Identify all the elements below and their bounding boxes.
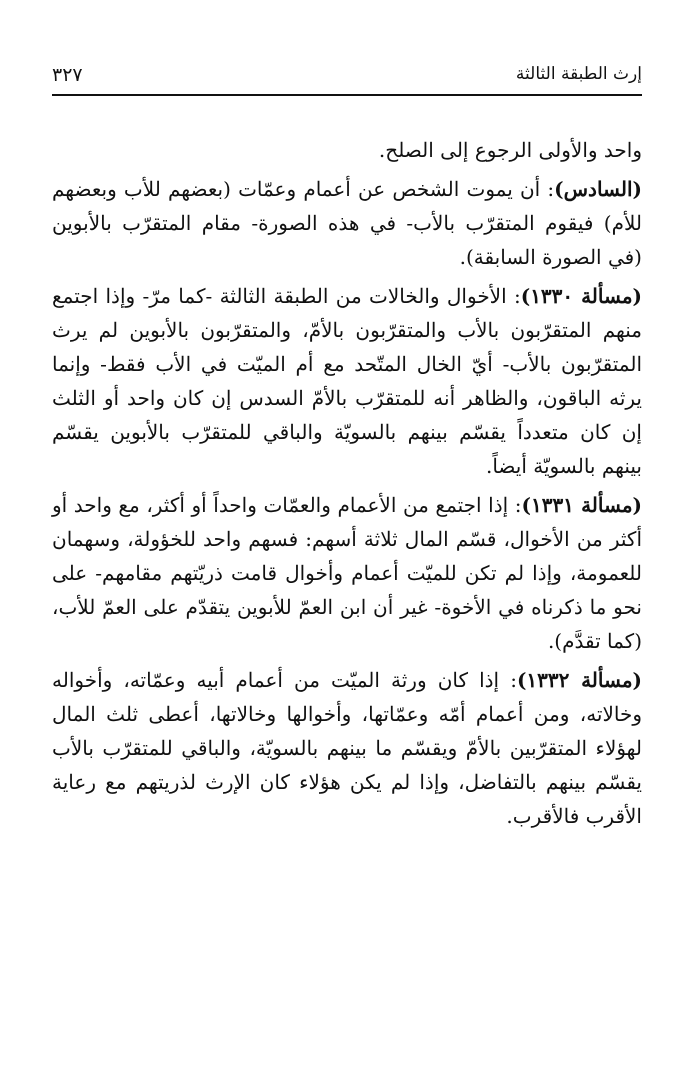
issue-label: (مسألة ١٣٣١) — [521, 493, 643, 517]
paragraph-text: : إذا اجتمع من الأعمام والعمّات واحداً أو أكثر، مع واحد أو أكثر من الأخوال، قسّم المال ثلاثة أسهم: فسهم واحد للخؤولة، وسهمان للعمومة، وإذا لم تكن للميّت أعمام وأخوال قامت ذريّتهم مقامهم- على نحو ما ذكرناه في الأخوة- غير أن ابن العمّ للأبوين يتقدّم على العمّ للأب، (كما تقدَّم). — [52, 493, 642, 653]
paragraph-sixth-case — [52, 172, 642, 274]
page-header — [52, 62, 642, 96]
paragraph-continuation — [52, 133, 642, 167]
paragraph-issue-1330 — [52, 279, 642, 483]
issue-label: (مسألة ١٣٣٢) — [516, 668, 642, 692]
page-number: ٣٢٧ — [52, 64, 83, 86]
paragraph-text: : أن يموت الشخص عن أعمام وعمّات (بعضهم للأب وبعضهم للأم) فيقوم المتقرّب بالأب- في هذه الصورة- مقام المتقرّب بالأبوين (في الصورة السابقة). — [52, 177, 642, 269]
paragraph-text: : إذا كان ورثة الميّت من أعمام أبيه وعمّاته، وأخواله وخالاته، ومن أعمام أمّه وعمّاتها، وأخوالها وخالاتها، أعطى ثلث المال لهؤلاء المتقرّبين بالأمّ ويقسّم ما بينهم بالسويّة، والباقي للمتقرّب بالأب يقسّم بينهم بالتفاضل، وإذا لم يكن هؤلاء كان الإرث لذريتهم مع رعاية الأقرب فالأقرب. — [52, 668, 642, 828]
paragraph-text: : الأخوال والخالات من الطبقة الثالثة -كما مرّ- وإذا اجتمع منهم المتقرّبون بالأب والمتقرّبون بالأمّ، والمتقرّبون بالأبوين لم يرث المتقرّبون بالأب- أيّ الخال المتّحد مع أم الميّت في الأب فقط- وإنما يرثه الباقون، والظاهر أنه للمتقرّب بالأمّ السدس إن كان واحد أو الثلث إن كان متعدداً يقسّم بينهم بالسويّة والباقي للمتقرّب بالأبوين يقسّم بينهم بالسويّة أيضاً. — [52, 284, 642, 478]
issue-label: (مسألة ١٣٣٠) — [520, 284, 643, 308]
case-label: (السادس) — [554, 177, 642, 201]
page-body — [52, 133, 642, 838]
paragraph-text: واحد والأولى الرجوع إلى الصلح. — [378, 138, 642, 162]
paragraph-issue-1332 — [52, 663, 642, 833]
running-title: إرث الطبقة الثالثة — [515, 64, 642, 84]
paragraph-issue-1331 — [52, 488, 642, 658]
